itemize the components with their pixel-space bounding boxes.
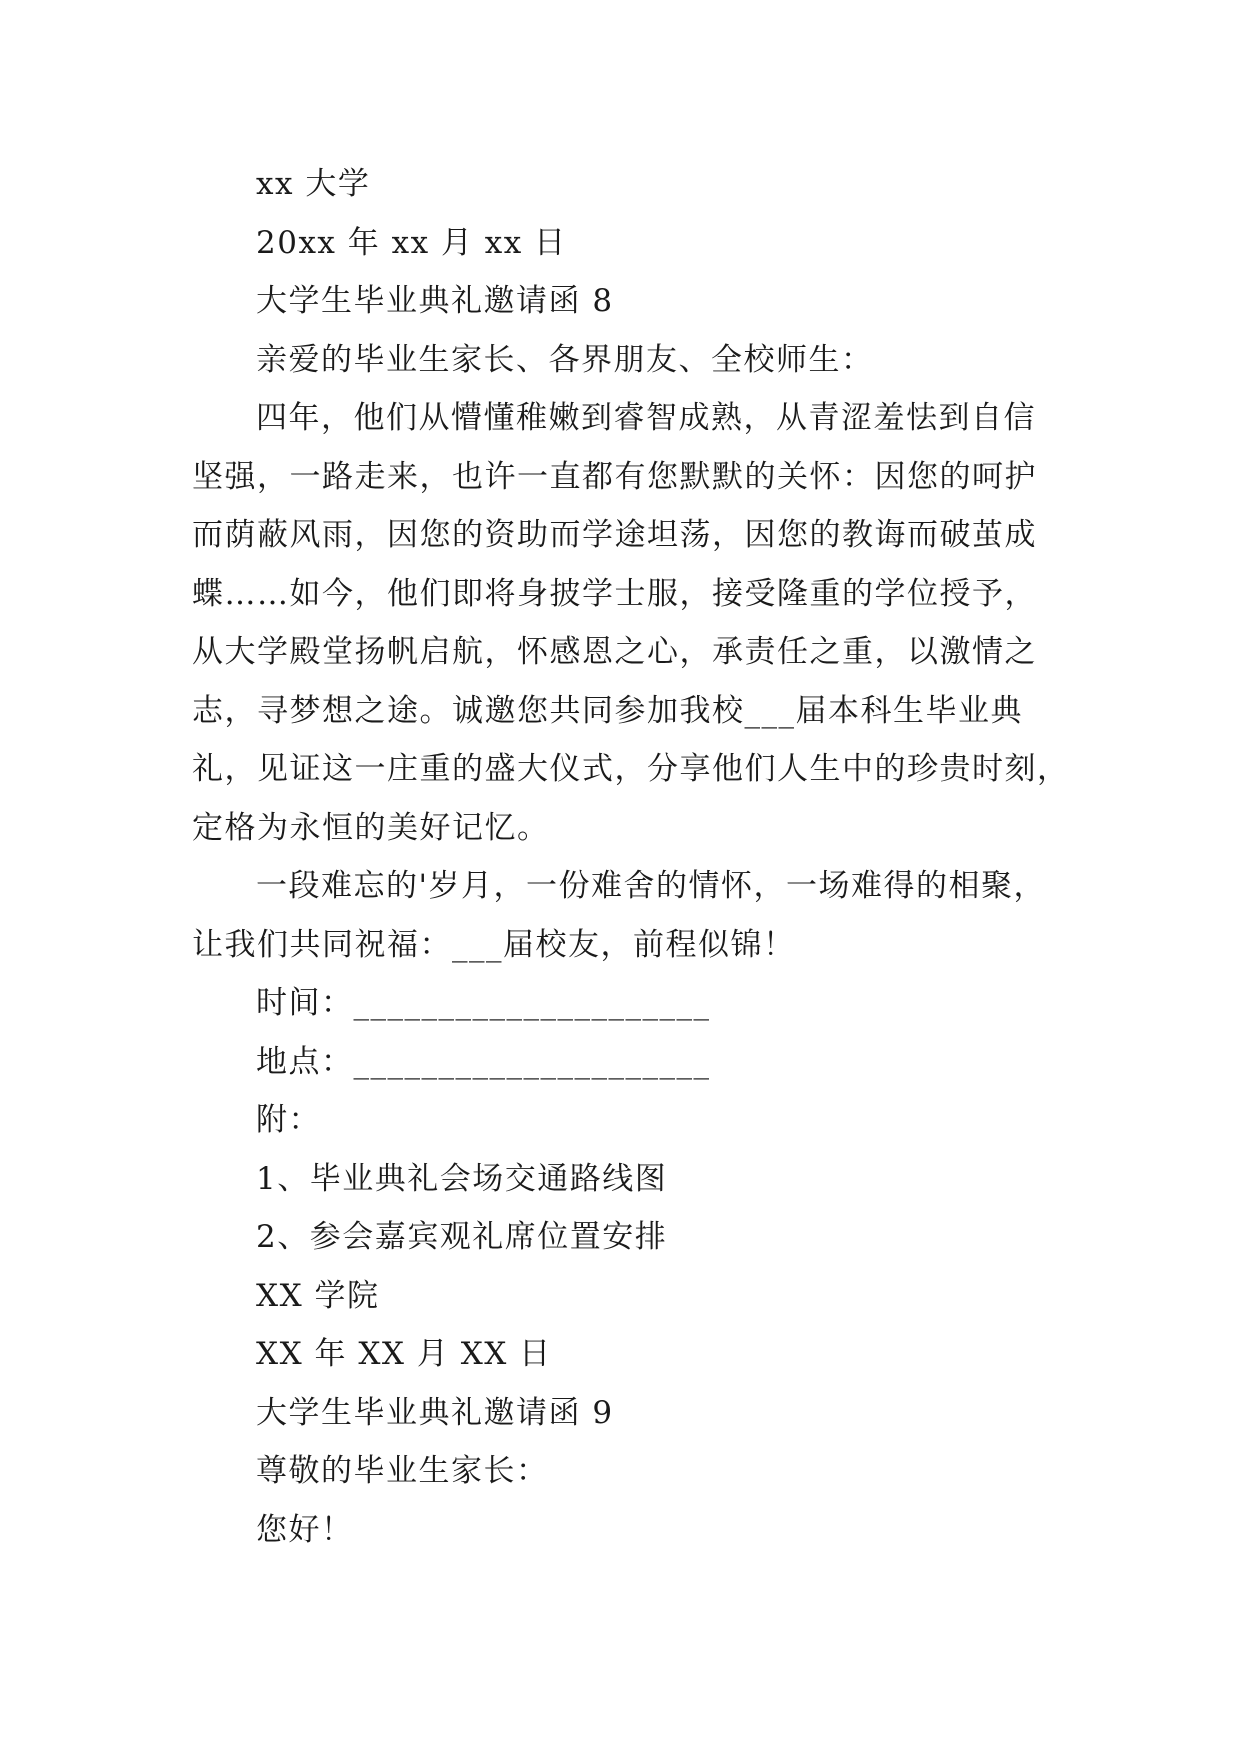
next-letter-title: 大学生毕业典礼邀请函 9: [256, 1394, 614, 1431]
paragraph-line: 志，寻梦想之途。诚邀您共同参加我校___届本科生毕业典: [192, 692, 1023, 729]
salutation: 亲爱的毕业生家长、各界朋友、全校师生：: [256, 341, 874, 378]
next-salutation: 尊敬的毕业生家长：: [256, 1453, 549, 1489]
paragraph-line: 定格为永恒的美好记忆。: [192, 809, 550, 846]
paragraph-line: 而荫蔽风雨，因您的资助而学途坦荡，因您的教诲而破茧成: [192, 517, 1037, 553]
paragraph-line: 四年，他们从懵懂稚嫩到睿智成熟，从青涩羞怯到自信: [256, 400, 1036, 436]
event-time-field: 时间：_____________________: [256, 985, 711, 1021]
signature-college: XX 学院: [256, 1277, 380, 1314]
attachment-item: 1、毕业典礼会场交通路线图: [256, 1160, 668, 1197]
paragraph-line: 坚强，一路走来，也许一直都有您默默的关怀：因您的呵护: [192, 458, 1037, 495]
attachment-label: 附：: [256, 1102, 321, 1138]
next-greeting: 您好！: [256, 1511, 354, 1548]
paragraph-line: 蝶……如今，他们即将身披学士服，接受隆重的学位授予，: [192, 575, 1037, 612]
paragraph-line: 礼，见证这一庄重的盛大仪式，分享他们人生中的珍贵时刻，: [192, 751, 1070, 787]
event-place-field: 地点：_____________________: [256, 1043, 711, 1080]
attachment-item: 2、参会嘉宾观礼席位置安排: [256, 1219, 668, 1255]
paragraph-line: 从大学殿堂扬帆启航，怀感恩之心，承责任之重，以激情之: [192, 634, 1037, 670]
document-body: [192, 155, 1072, 1559]
university-name: xx 大学: [256, 166, 371, 202]
paragraph-blessing: [192, 857, 1072, 974]
paragraph-invitation: [192, 389, 1072, 857]
paragraph-line: 一段难忘的'岁月，一份难舍的情怀，一场难得的相聚，: [256, 868, 1047, 904]
letter-date: 20xx 年 xx 月 xx 日: [256, 224, 567, 261]
letter-title: 大学生毕业典礼邀请函 8: [256, 283, 614, 319]
signature-date: XX 年 XX 月 XX 日: [256, 1336, 552, 1372]
paragraph-line: 让我们共同祝福：___届校友，前程似锦！: [192, 926, 796, 963]
